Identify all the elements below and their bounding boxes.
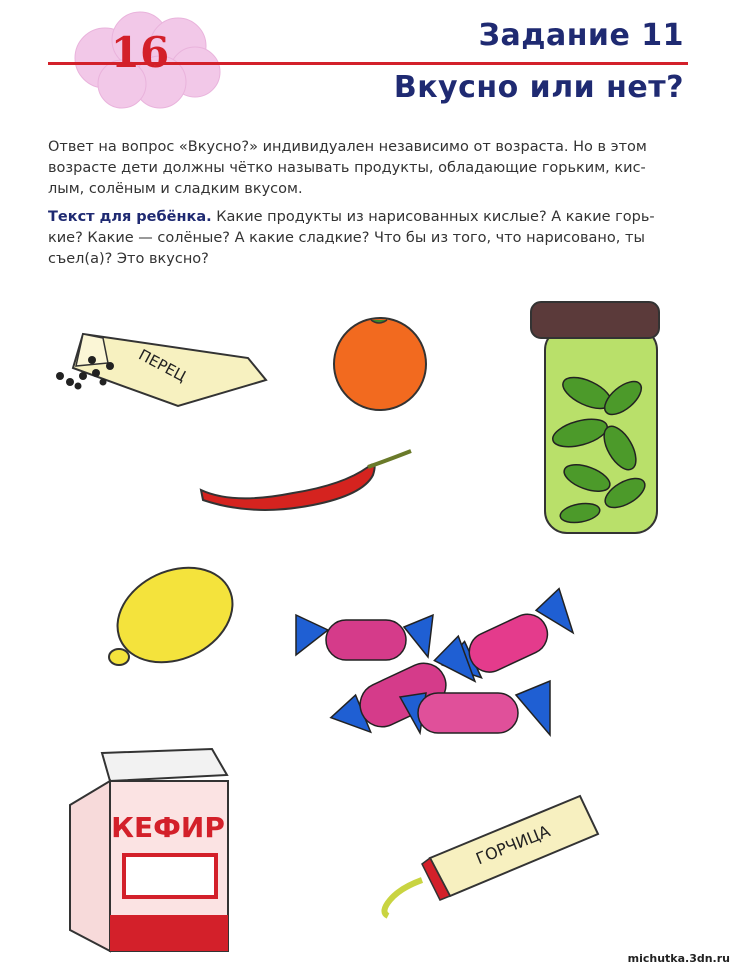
pepper-pack-label: ПЕРЕЦ [135,345,190,386]
intro-line: Ответ на вопрос «Вкусно?» индивидуален независимо от возраста. Но в этом [48,139,647,155]
watermark: michutka.3dn.ru [627,952,730,965]
child-line: съел(а)? Это вкусно? [48,251,209,267]
pickle-jar-illustration [525,298,675,543]
kefir-box-illustration [62,745,247,960]
child-text-rest: Какие продукты из нарисованных кислые? А какие горь- [211,209,655,225]
child-line [48,207,696,228]
intro-paragraph [48,137,696,200]
pepper-pack-illustration [48,318,273,413]
candies-illustration [288,585,578,775]
child-line: кие? Какие — солёные? А какие сладкие? Что бы из того, что нарисовано, ты [48,230,645,246]
mustard-tube-label: ГОРЧИЦА [473,821,553,869]
page-number: 16 [110,28,170,77]
intro-line: лым, солёным и сладким вкусом. [48,181,303,197]
jar-lid [531,302,659,338]
lemon-illustration [103,565,243,675]
task-subtitle: Вкусно или нет? [393,70,684,105]
chili-pepper-illustration [193,445,418,520]
child-text-lead: Текст для ребёнка. [48,209,212,225]
candy [296,615,433,660]
chili-pepper [201,464,375,510]
task-title: Задание 11 [478,18,684,53]
mustard-tube-illustration [370,788,605,923]
child-text-paragraph [48,207,696,270]
kefir-box-label: КЕФИР [111,811,225,844]
orange-illustration [325,312,435,412]
intro-line: возрасте дети должны чётко называть продукты, обладающие горьким, кис- [48,160,646,176]
orange [334,318,426,410]
